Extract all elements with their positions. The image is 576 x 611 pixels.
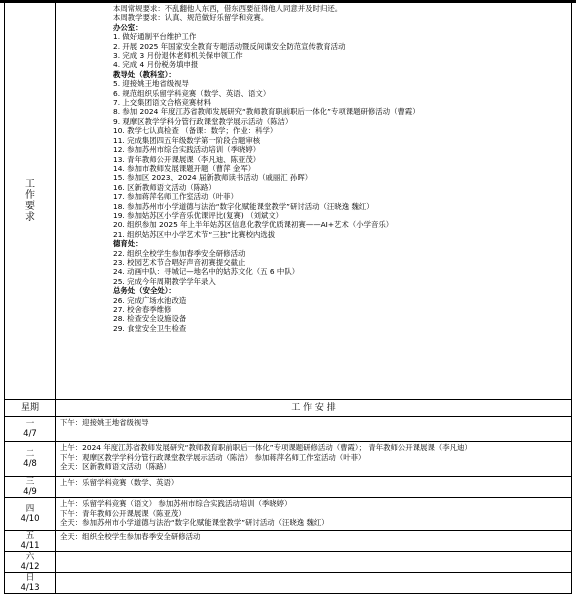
date-label: 4/13 [20,583,40,593]
date-label: 4/10 [20,514,40,524]
requirement-line: 本周教学要求：认真、规范做好乐留学和竞赛。 [113,13,269,23]
requirement-line: 8. 参加 2024 年度江苏省教师发展研究“教师教育职前职后一体化”专项课题研修活动（曹霞） [113,107,420,117]
requirement-line: 4. 完成 4 月份税务填申报 [113,60,199,70]
weekday-label: 六 [25,552,35,562]
requirement-section-heading: 教导处（教科室）： [113,69,176,79]
requirement-line: 14. 参加市教师发展课题开题（曹萍 金军） [113,163,256,173]
arrangement-line: 全天：参加苏州市小学道德与法治“数字化赋能课堂教学”研讨活动（汪晓逸 魏红） [60,518,329,527]
date-label: 4/8 [23,459,37,469]
requirement-line: 1. 做好通制平台维护工作 [113,32,197,42]
requirement-line: 5. 迎接姚王地省级视导 [113,79,189,89]
requirements-label: 工作要求 [25,178,35,223]
requirement-line: 6. 规范组织乐留学科竞赛（数学、英语、语文） [113,88,271,98]
requirement-line: 16. 区新教师语文活动（陈路） [113,182,216,192]
requirement-line: 13. 青年教师公开课展课（李凡迪、陈亚茂） [113,154,261,164]
schedule-header-row [5,400,572,417]
arrangement-line: 上午：2024 年度江苏省教师发展研究“教师教育职前职后一体化”专项课题研修活动（曹霞）； 青年教师公开课展课（李凡迪） [60,443,472,452]
arrangement-line: 上午：乐留学科竞赛（数学、英语） [60,478,179,487]
weekday-label: 四 [25,504,35,514]
requirement-line: 29. 食堂安全卫生检查 [113,323,187,333]
requirement-section-heading: 办公室： [113,22,143,32]
arrangement-line: 全天：区新教师语文活动（陈路） [60,462,171,471]
requirement-section-heading: 德育处： [113,239,143,249]
day-row [5,498,572,531]
day-row [5,477,572,498]
day-cell [5,477,56,498]
requirement-line: 10. 教学七认真检查 （备课：数学；作业：科学） [113,126,278,136]
requirement-line: 24. 动画中队：寻城记—地名中的姑苏文化（五 6 中队） [113,267,300,277]
weekday-label: 二 [25,449,35,459]
arrangement-line: 全天：组织全校学生参加春季安全研修活动 [60,532,201,541]
arrangement-line: 上午：乐留学科竞赛（语文） 参加苏州市综合实践活动培训（季晓婷） [60,499,292,508]
day-row [5,573,572,594]
date-label: 4/7 [23,429,37,439]
day-cell [5,552,56,573]
day-arrangement [56,531,572,552]
requirement-line: 27. 校舍春季维修 [113,305,172,314]
requirements-label-cell [5,3,56,400]
weekday-label: 一 [25,419,35,429]
date-label: 4/11 [20,541,40,551]
day-cell [5,531,56,552]
requirement-line: 17. 参加蒋萍名师工作室活动（叶菲） [113,192,238,202]
requirement-line: 19. 参加姑苏区小学音乐优课评比(复赛) （刘斌文） [113,210,284,220]
requirement-line: 28. 检查安全设施设备 [113,314,187,324]
requirement-line: 3. 完成 3 月份退休老师机关保申领工作 [113,51,243,61]
day-cell [5,498,56,531]
requirement-line: 21. 组织姑苏区中小学艺术节“三独”比赛校内选拔 [113,229,276,239]
day-cell [5,442,56,477]
arrangement-line: 下午：观摩区教学学科分管行政课堂教学展示活动（陈洁） 参加蒋萍名师工作室活动（叶菲） [60,452,366,462]
requirement-line: 18. 参加苏州市小学道德与法治“数字化赋能课堂教学”研讨活动（汪晓逸 魏红） [113,201,374,211]
requirements-content [56,3,572,400]
day-arrangement [56,477,572,498]
weekly-schedule-table [4,2,572,594]
day-arrangement [56,552,572,573]
day-row [5,417,572,442]
requirement-line: 22. 组织全校学生参加春季安全研修活动 [113,248,246,258]
arrangement-header: 工 作 安 排 [56,400,572,417]
weekday-label: 五 [25,531,35,541]
requirement-line: 2. 开展 2025 年国家安全教育专题活动暨反间谍安全防范宣传教育活动 [113,41,346,51]
arrangement-line: 下午：迎接姚王地省级视导 [60,418,149,427]
day-row [5,442,572,477]
requirement-line: 25. 完成今年周期教学学年录入 [113,276,216,286]
arrangement-line: 下午：青年教师公开课展课（陈亚茂） [60,508,186,518]
requirement-line: 12. 参加苏州市综合实践活动培训（季晓婷） [113,145,261,155]
requirement-line: 本周常规要求：不乱翻他人东西，借东西要征得他人同意并及时归还。 [113,4,343,13]
day-arrangement [56,417,572,442]
weekday-label: 日 [25,573,35,583]
day-row [5,531,572,552]
day-arrangement [56,442,572,477]
requirement-line: 15. 参加区 2023、2024 届新教师读书活动（戚丽汇 孙晖） [113,173,313,183]
day-cell [5,417,56,442]
weekday-label: 三 [25,477,35,487]
requirement-line: 23. 校园艺术节合唱好声音初赛提交截止 [113,257,246,267]
requirement-section-heading: 总务处（安全处）： [113,286,176,296]
day-cell [5,573,56,594]
requirement-line: 9. 观摩区教学学科分管行政课堂教学展示活动（陈洁） [113,116,293,126]
date-label: 4/9 [23,487,37,497]
day-row [5,552,572,573]
requirement-line: 26. 完成广场水池改造 [113,295,187,305]
requirements-row [5,3,572,400]
date-label: 4/12 [20,562,40,572]
requirement-line: 11. 完成集团四五年级数学第一阶段合题审核 [113,135,261,145]
day-arrangement [56,498,572,531]
day-header: 星期 [5,400,56,417]
day-arrangement [56,573,572,594]
requirement-line: 7. 上交集团语文合格竞赛材料 [113,98,212,108]
requirement-line: 20. 组织参加 2025 年上半年姑苏区信息化教学优质课初赛——AI+艺术（小学音乐） [113,220,394,230]
